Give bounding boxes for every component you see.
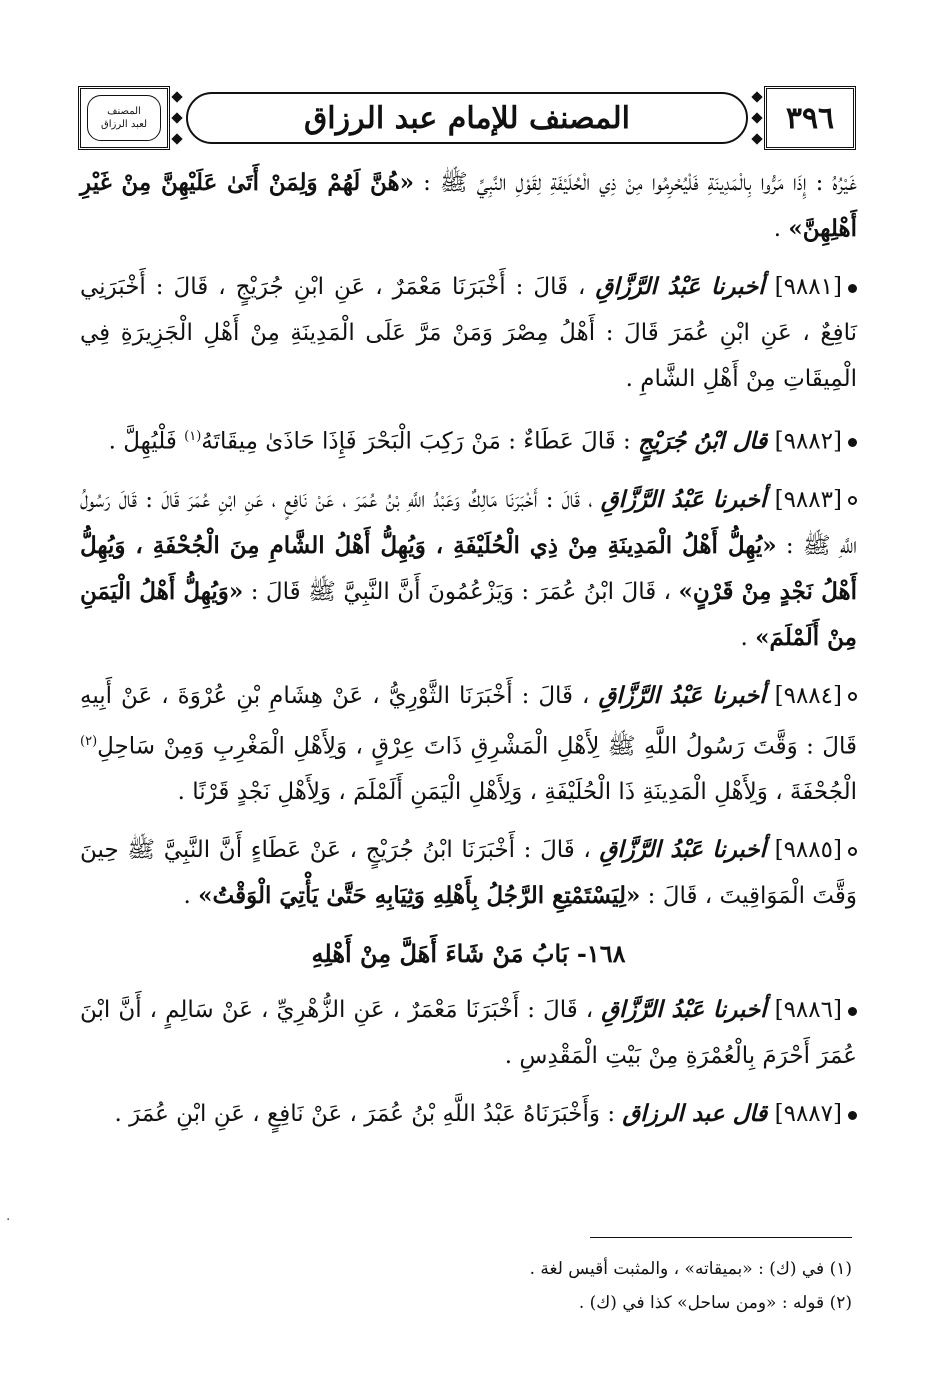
narrator-chain: أخبرنا عَبْدُ الرَّزَّاقِ: [601, 996, 767, 1024]
text-run: ، قَالَ : أَخْبَرَنَا ابْنُ جُرَيْجٍ ، عَنْ عَطَاءٍ أَنَّ النَّبِيَّ ﷺ حِينَ وَقَّتَ الْمَوَاقِيتَ ، قَالَ :: [80, 837, 857, 910]
text-run: ، قَالَ : أَخْبَرَنَا مَعْمَرٌ ، عَنِ ابْنِ جُرَيْجٍ ، قَالَ : أَخْبَرَنِي نَافِعٌ ، عَنِ ابْنِ عُمَرَ قَالَ : أَهْلُ مِصْرَ وَمَنْ مَرَّ عَلَى الْمَدِينَةِ مِنْ أَهْلِ الْجَزِيرَةِ فِي الْمِيقَاتِ مِنْ أَهْلِ الشَّامِ .: [80, 274, 857, 392]
solid-bullet-icon: [848, 284, 857, 293]
text-run: .: [773, 216, 789, 242]
narrator-chain: أخبرنا عَبْدُ الرَّزَّاقِ: [595, 273, 765, 300]
narrator-chain: أخبرنا عَبْدُ الرَّزَّاقِ: [600, 485, 767, 513]
page-number: ٣٩٦: [785, 100, 835, 136]
hadith-paragraph: [80, 673, 857, 816]
seal-line-1: المصنف: [107, 106, 141, 117]
text-run: فَلْيُهِلَّ .: [108, 428, 185, 455]
footnote-ref: (٢): [80, 733, 98, 749]
hadith-quote: «هُنَّ لَهُمْ وَلِمَنْ أَتَىٰ عَلَيْهِنَّ مِنْ غَيْرِ أَهْلِهِنَّ»: [80, 169, 857, 242]
text-run: [٩٨٨٥]: [765, 837, 842, 864]
narrator-chain: أخبرنا عَبْدُ الرَّزَّاقِ: [599, 836, 766, 864]
text-run: : وَأَخْبَرَنَاهُ عَبْدُ اللَّهِ بْنُ عُمَرَ ، عَنْ نَافِعٍ ، عَنِ ابْنِ عُمَرَ .: [114, 1101, 623, 1128]
text-run: [٩٨٨٢]: [767, 428, 842, 455]
text-run: [٩٨٨١]: [764, 274, 842, 300]
text-run: [٩٨٨٦]: [766, 997, 842, 1024]
solid-bullet-icon: [848, 1111, 857, 1120]
footnotes: [252, 1252, 852, 1320]
footnote-1: (١) في (ك) : «بميقاته» ، والمثبت أقيس لغة .: [529, 1259, 852, 1279]
hadith-paragraph: [80, 1091, 857, 1137]
page-number-box: [764, 86, 856, 150]
text-run: ، قَالَ : أَخْبَرَنَا مَالِكٌ وَعَبْدُ اللَّهِ بْنُ عُمَرَ ، عَنْ نَافِعٍ ، عَنِ ابْنِ عُمَرَ قَالَ : قَالَ رَسُولُ اللَّهِ ﷺ :: [80, 486, 857, 559]
narrator-chain: قال ابْنُ جُرَيْجٍ: [638, 427, 768, 455]
hadith-quote: «وَيُهِلُّ أَهْلُ الْيَمَنِ مِنْ أَلَمْلَمَ»: [80, 577, 857, 651]
text-run: .: [740, 624, 756, 651]
ornament-right: [750, 86, 764, 150]
hadith-quote: «يُهِلُّ أَهْلُ الْمَدِينَةِ مِنْ ذِي الْحُلَيْفَةِ ، وَيُهِلُّ أَهْلُ الشَّامِ مِنَ الْجُحْفَةِ ، وَيُهِلُّ أَهْلُ نَجْدٍ مِنْ قَرْنٍ»: [80, 531, 858, 605]
text-run: ١٦٨- بَابُ مَنْ شَاءَ أَهَلَّ مِنْ أَهْلِهِ: [311, 939, 626, 969]
footnote-ref: (١): [184, 429, 202, 444]
page-header: [78, 86, 856, 150]
text-run: ، قَالَ : أَخْبَرَنَا الثَّوْرِيُّ ، عَنْ هِشَامِ بْنِ عُرْوَةَ ، عَنْ أَبِيهِ قَالَ : وَقَّتَ رَسُولُ اللَّهِ ﷺ لِأَهْلِ الْمَشْرِقِ ذَاتَ عِرْقٍ ، وَلِأَهْلِ الْمَغْرِبِ وَمِنْ سَاحِلِ: [80, 682, 857, 760]
seal-logo: [87, 95, 161, 141]
footnote-divider: [590, 1237, 852, 1238]
hadith-paragraph: [80, 477, 857, 661]
text-run: [٩٨٨٣]: [766, 486, 842, 513]
hadith-paragraph: [80, 827, 857, 919]
narrator-chain: أخبرنا عَبْدُ الرَّزَّاقِ: [598, 681, 766, 709]
text-run: : قَالَ عَطَاءٌ : مَنْ رَكِبَ الْبَحْرَ فَإِذَا حَاذَىٰ مِيقَاتَهُ: [201, 428, 639, 455]
hollow-bullet-icon: [848, 496, 857, 505]
main-text: [80, 160, 857, 1149]
chapter-heading: [80, 931, 857, 977]
ornament-left: [170, 86, 184, 150]
hadith-quote: «لِيَسْتَمْتِعِ الرَّجُلُ بِأَهْلِهِ وَثِيَابِهِ حَتَّىٰ يَأْتِيَ الْوَقْتُ»: [198, 882, 641, 910]
hadith-paragraph: [80, 264, 857, 402]
text-run: ، قَالَ : أَخْبَرَنَا مَعْمَرٌ ، عَنِ الزُّهْرِيِّ ، عَنْ سَالِمٍ ، أَنَّ ابْنَ عُمَرَ أَحْرَمَ بِالْعُمْرَةِ مِنْ بَيْتِ الْمَقْدِسِ .: [80, 997, 857, 1070]
hadith-paragraph: [80, 160, 857, 252]
text-run: [٩٨٨٤]: [765, 682, 842, 709]
narrator-chain: قال عبد الرزاق: [622, 1100, 768, 1128]
header-seal-box: [78, 86, 170, 150]
running-title-frame: [186, 92, 748, 144]
solid-bullet-icon: [848, 1007, 857, 1016]
hadith-paragraph: [80, 414, 857, 465]
solid-bullet-icon: [848, 438, 857, 447]
hollow-bullet-icon: [848, 847, 857, 856]
text-run: الْجُحْفَةَ ، وَلِأَهْلِ الْمَدِينَةِ ذَا الْحُلَيْفَةِ ، وَلِأَهْلِ الْيَمَنِ أَلَمْلَمَ ، وَلِأَهْلِ نَجْدٍ قَرْنًا .: [177, 779, 857, 806]
text-run: غَيْرُهُ : إِذَا مَرُّوا بِالْمَدِينَةِ فَلْيُحْرِمُوا مِنْ ذِي الْحُلَيْفَةِ لِقَوْلِ النَّبِيِّ ﷺ :: [414, 170, 858, 196]
hollow-bullet-icon: [848, 692, 857, 701]
footnote-2: (٢) قوله : «ومن ساحل» كذا في (ك) .: [578, 1293, 852, 1313]
hadith-paragraph: [80, 987, 857, 1079]
text-run: [٩٨٨٧]: [767, 1101, 842, 1128]
text-run: ، قَالَ ابْنُ عُمَرَ : وَيَزْعُمُونَ أَنَّ النَّبِيَّ ﷺ قَالَ :: [243, 578, 679, 605]
margin-mark: ·: [6, 1212, 11, 1228]
text-run: .: [183, 883, 199, 910]
seal-line-2: لعبد الرزاق: [100, 119, 148, 130]
running-title: المصنف للإمام عبد الرزاق: [304, 100, 630, 136]
